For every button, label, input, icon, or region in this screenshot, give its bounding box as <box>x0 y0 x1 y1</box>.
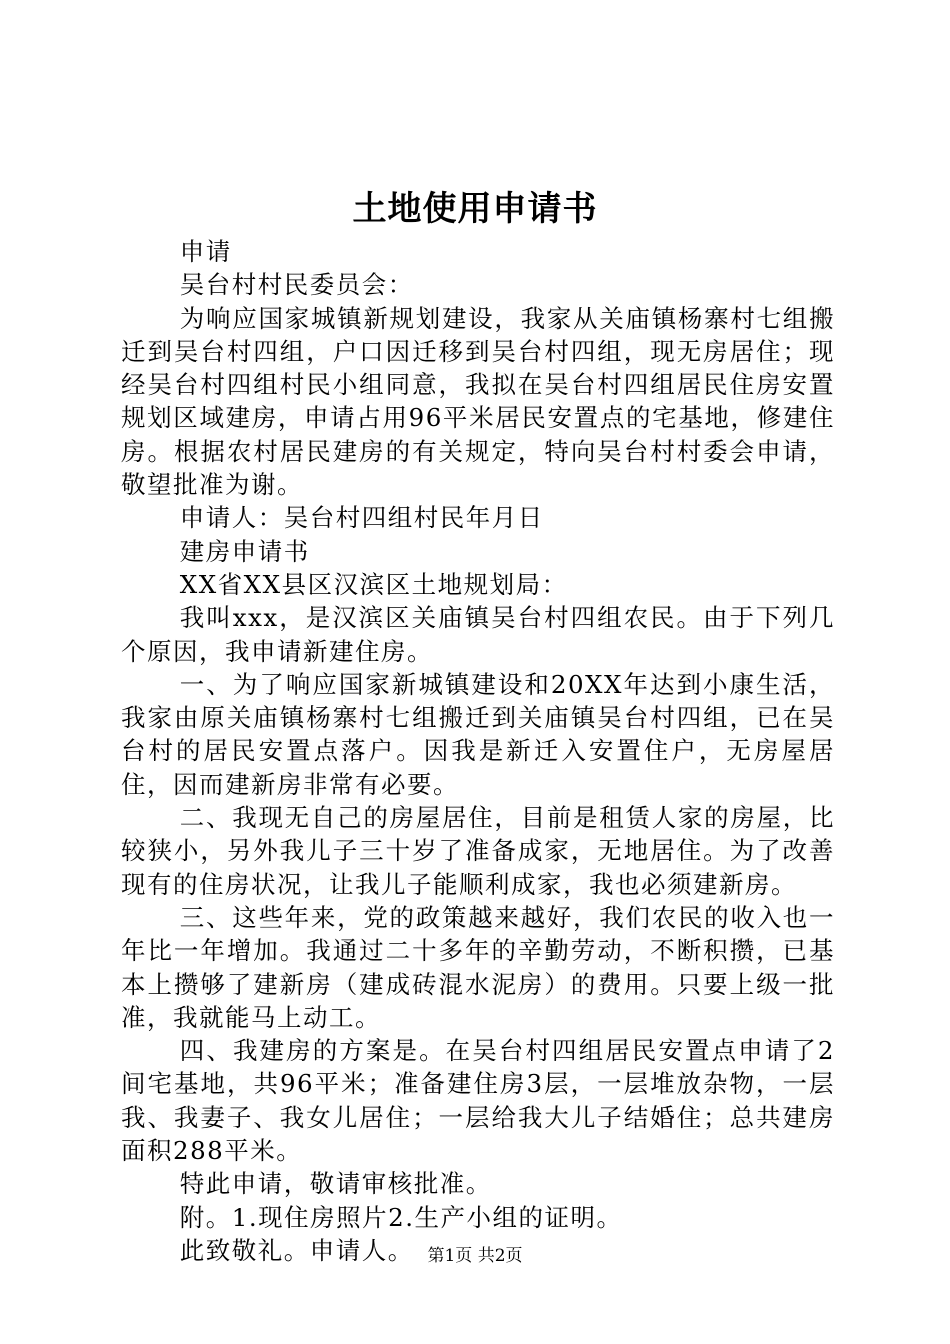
paragraph-addressee-bureau: XX省XX县区汉滨区土地规划局： <box>179 569 568 599</box>
paragraph-body: 为响应国家城镇新规划建设，我家从关庙镇杨寨村七组搬迁到吴台村四组，户口因迁移到吴台村四组，现无房居住；现经吴台村四组村民小组同意，我拟在吴台村四组居民住房安置规划区域建房，申请占用96平米居民安置点的宅基地，修建住房。根据农村居民建房的有关规定，特向吴台村村委会申请，敬望批准为谢。 <box>121 303 835 500</box>
paragraph-heading-apply: 申请 <box>179 237 232 266</box>
page-number: 第1页 共2页 <box>427 1246 523 1266</box>
paragraph-reason-1: 一、为了响应国家新城镇建设和20XX年达到小康生活，我家由原关庙镇杨寨村七组搬迁到关庙镇吴台村四组，已在吴台村的居民安置点落户。因我是新迁入安置住户，无房屋居住，因而建新房非常有必要。 <box>121 669 835 799</box>
paragraph-reason-4: 四、我建房的方案是。在吴台村四组居民安置点申请了2间宅基地，共96平米；准备建住房3层，一层堆放杂物，一层我、我妻子、我女儿居住；一层给我大儿子结婚住；总共建房面积288平米。 <box>121 1036 835 1166</box>
paragraph-closing: 特此申请，敬请审核批准。 <box>179 1169 492 1199</box>
document-body <box>121 235 835 1267</box>
paragraph-attachments: 附。1.现住房照片2.生产小组的证明。 <box>179 1202 623 1232</box>
paragraph-subtitle: 建房申请书 <box>179 536 310 566</box>
paragraph-reason-2: 二、我现无自己的房屋居住，目前是租赁人家的房屋，比较狭小，另外我儿子三十岁了准备成家，无地居住。为了改善现有的住房状况，让我儿子能顺利成家，我也必须建新房。 <box>121 803 835 899</box>
paragraph-reason-3: 三、这些年来，党的政策越来越好，我们农民的收入也一年比一年增加。我通过二十多年的辛勤劳动，不断积攒，已基本上攒够了建新房（建成砖混水泥房）的费用。只要上级一批准，我就能马上动工。 <box>121 902 835 1032</box>
paragraph-addressee-village: 吴台村村民委员会： <box>179 270 414 300</box>
paragraph-salutation: 此致敬礼。申请人。 <box>179 1235 414 1265</box>
document-title: 土地使用申请书 <box>352 189 598 229</box>
paragraph-signature: 申请人：吴台村四组村民年月日 <box>179 503 544 533</box>
paragraph-intro: 我叫xxx，是汉滨区关庙镇吴台村四组农民。由于下列几个原因，我申请新建住房。 <box>121 603 835 666</box>
